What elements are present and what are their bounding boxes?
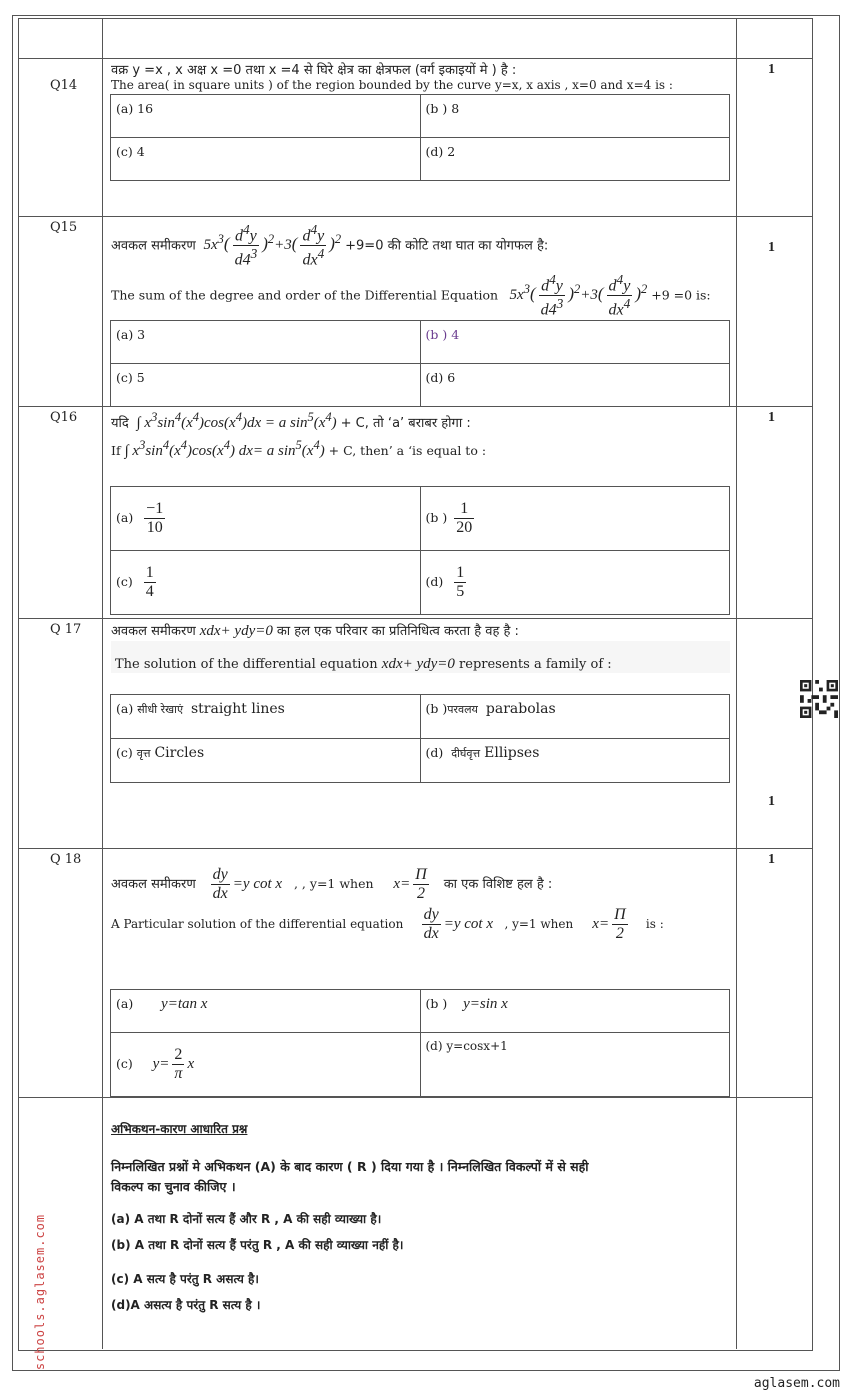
option-hindi: सीधी रेखाएं (137, 703, 184, 716)
option-b: (b ) 4 (420, 321, 730, 364)
integral-expression: ∫ $x^3\sin^4(x^4)\cos(x^4)dx = a$ $\sin^5(x^4)$ (132, 410, 337, 431)
watermark-side: schools.aglasem.com (33, 1213, 48, 1371)
fraction-denominator: 5 (456, 583, 465, 600)
option-label: (c) (116, 745, 133, 760)
question-line-english (111, 272, 711, 320)
question-text-hindi-suffix: +9=0 की कोटि तथा घात का योगफल है: (345, 238, 549, 254)
watermark-bottom: aglasem.com (753, 1376, 840, 1391)
row-divider (18, 618, 812, 619)
question-text-english-condition: , y=1 when (504, 916, 574, 931)
question-text-hindi-prefix: अवकल समीकरण (111, 238, 196, 254)
option-b (420, 487, 730, 551)
question-text-english-suffix: + C, then’ a ‘is equal to : (328, 443, 487, 458)
question-text-english: The area( in square units ) of the region bounded by the curve y=x, x axis , x=0 and x=4 is : (111, 78, 673, 92)
option-b: (b ) 8 (420, 95, 730, 138)
fraction-numerator: 1 (456, 564, 465, 581)
question-text-hindi-suffix: का एक विशिष्ट हल है : (443, 876, 553, 892)
option-hindi: परवलय (447, 703, 478, 716)
assertion-option-a: (a) A तथा R दोनों सत्य हैं और R , A की सही व्याख्या है। (111, 1212, 382, 1226)
option-label: (d) (425, 745, 444, 760)
question-number: Q 18 (50, 852, 82, 867)
question-line-hindi (111, 222, 548, 270)
x-value: x= $\frac{\Pi}{2}$ (393, 866, 427, 902)
question-marks: 1 (768, 240, 775, 255)
fraction-denominator: 10 (146, 519, 163, 536)
option-d: (d) y=cosx+1 (420, 1033, 730, 1097)
question-text-hindi-prefix: यदि (111, 416, 129, 431)
option-a: (a) 16 (111, 95, 421, 138)
option-d (420, 739, 730, 783)
option-c: (c) y= $\frac{2}{\pi}$ x (111, 1033, 421, 1097)
fraction-denominator: 20 (456, 519, 473, 536)
fraction-denominator: 4 (145, 583, 154, 600)
question-text-english-suffix: +9 =0 is: (651, 287, 711, 303)
option-d: (d) 2 (420, 138, 730, 181)
option-label: (d) (425, 574, 444, 589)
differential-equation: $\frac{dy}{dx}$ =y cot x (423, 906, 494, 942)
fraction-numerator: 1 (454, 500, 474, 519)
option-label: (b ) (425, 996, 448, 1011)
question-text-hindi-suffix: + C, तो ‘a’ बराबर होगा : (340, 416, 471, 431)
option-english: Circles (154, 745, 205, 761)
differential-equation: $5x^3$( $\frac{d^4y}{d4^3}$ )$^2$+3( $\frac{d^4y}{dx^4}$ )$^2$ (199, 222, 342, 269)
question-number: Q 17 (50, 622, 82, 637)
question-line-hindi (111, 866, 552, 903)
assertion-option-c: (c) A सत्य है परंतु R असत्य है। (111, 1272, 259, 1286)
x-value: x= $\frac{\Pi}{2}$ (592, 906, 626, 942)
option-b (420, 695, 730, 739)
option-d (420, 551, 730, 615)
option-a (111, 990, 421, 1033)
question-text-english-suffix: is : (645, 916, 664, 931)
option-label: (c) (116, 574, 133, 589)
option-c: (c) 4 (111, 138, 421, 181)
section-instruction-line-1: निम्नलिखित प्रश्नों मे अभिकथन (A) के बाद कारण ( R ) दिया गया है । निम्नलिखित विकल्पों में से सही (111, 1159, 589, 1174)
question-text-english-prefix: A Particular solution of the differential equation (111, 916, 404, 931)
page-inner-border (18, 18, 813, 1351)
question-number: Q16 (50, 410, 78, 425)
question-text-english-prefix: If (111, 443, 121, 458)
option-a (111, 695, 421, 739)
option-hindi: दीर्घवृत्त (451, 747, 481, 760)
assertion-option-b: (b) A तथा R दोनों सत्य हैं परंतु R , A की सही व्याख्या नहीं है। (111, 1238, 404, 1252)
integral-expression: ∫ $x^3\sin^4(x^4)\cos(x^4)$ dx= a $\sin^5(x^4)$ (124, 438, 325, 459)
question-text-hindi-prefix: अवकल समीकरण (111, 624, 196, 639)
options-table (110, 694, 730, 783)
option-label: (a) (116, 701, 134, 716)
question-line-english (111, 438, 486, 460)
fraction-numerator: −1 (146, 500, 164, 517)
option-english: straight lines (190, 701, 285, 717)
question-text-english-prefix: The sum of the degree and order of the Differential Equation (111, 287, 499, 303)
section-heading: अभिकथन-कारण आधारित प्रश्न (111, 1122, 248, 1136)
row-divider (18, 58, 812, 59)
differential-equation: $\frac{dy}{dx}$ =y cot x (212, 866, 283, 902)
equation: xdx+ ydy=0 (199, 623, 273, 639)
option-a (111, 487, 421, 551)
question-line-hindi (111, 410, 471, 432)
row-divider (18, 1097, 812, 1098)
option-hindi: वृत्त (136, 747, 151, 760)
column-divider-right (736, 18, 737, 1349)
question-number: Q15 (50, 220, 78, 235)
option-d: (d) 6 (420, 364, 730, 407)
option-c (111, 739, 421, 783)
question-marks: 1 (768, 410, 775, 425)
option-label: (a) (116, 510, 134, 525)
options-table (110, 486, 730, 615)
question-marks: 1 (768, 852, 775, 867)
qr-code-icon (800, 680, 838, 718)
question-text-hindi: वक्र y =x , x अक्ष x =0 तथा x =4 से घिरे क्षेत्र का क्षेत्रफल (वर्ग इकाइयों मे ) है : (111, 63, 517, 78)
equation: xdx+ ydy=0 (381, 656, 455, 672)
question-text-english-suffix: represents a family of : (459, 657, 612, 672)
option-a: (a) 3 (111, 321, 421, 364)
option-english: parabolas (485, 701, 556, 717)
question-line-english (115, 656, 612, 673)
option-math: y=tan x (161, 996, 208, 1012)
assertion-option-d: (d)A असत्य है परंतु R सत्य है । (111, 1298, 261, 1312)
options-table (110, 320, 730, 407)
question-text-hindi-suffix: का हल एक परिवार का प्रतिनिधित्व करता है वह है : (276, 624, 519, 639)
fraction-numerator: 1 (145, 564, 154, 581)
option-english: Ellipses (484, 745, 540, 761)
differential-equation: $5x^3$( $\frac{d^4y}{d4^3}$ )$^2$+3( $\frac{d^4y}{dx^4}$ )$^2$ (502, 272, 648, 319)
row-divider (18, 216, 812, 217)
question-text-hindi-prefix: अवकल समीकरण (111, 876, 196, 892)
question-number: Q14 (50, 78, 78, 93)
option-math: y=sin x (463, 996, 508, 1012)
question-marks: 1 (768, 794, 775, 809)
options-table (110, 94, 730, 181)
question-line-hindi (111, 621, 519, 640)
question-line-english (111, 906, 664, 943)
column-divider-left (102, 18, 103, 1349)
option-b (420, 990, 730, 1033)
section-instruction-line-2: विकल्प का चुनाव कीजिए । (111, 1179, 236, 1194)
question-text-hindi-condition: , , y=1 when (293, 875, 374, 891)
question-marks: 1 (768, 62, 775, 77)
option-label: (a) (116, 996, 134, 1011)
option-c (111, 551, 421, 615)
row-divider (18, 848, 812, 849)
question-text-english-prefix: The solution of the differential equation (115, 657, 378, 672)
options-table (110, 989, 730, 1097)
option-label: (b ) (425, 701, 448, 716)
option-math: y= (152, 1056, 170, 1072)
option-c: (c) 5 (111, 364, 421, 407)
option-label: (c) (116, 1056, 133, 1071)
option-label: (b ) (425, 510, 448, 525)
